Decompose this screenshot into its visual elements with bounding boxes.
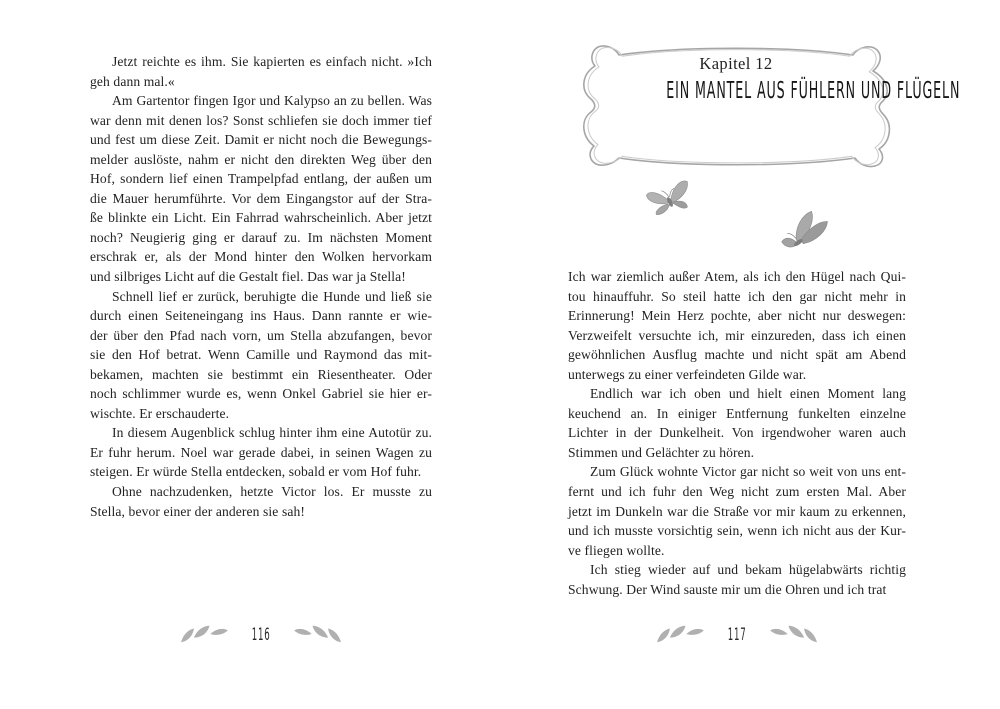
laurel-leaves-icon <box>654 623 706 645</box>
paragraph <box>568 462 906 560</box>
text-line: die Mauer herumführte. Vor dem Eingangstor auf der Stra- <box>90 190 432 206</box>
right-page-footer <box>568 620 906 648</box>
text-line: und silbriges Licht auf die Gestalt fiel. Das war ja Stella! <box>90 269 406 285</box>
text-line: Ohne nachzudenken, hetzte Victor los. Er musste zu <box>112 484 432 500</box>
text-line: und ich musste vorsichtig sein, wenn ich nicht aus der Kur- <box>568 523 906 539</box>
text-line: noch? Neugierig ging er darauf zu. Im nächsten Moment <box>90 229 432 245</box>
text-line: Am Gartentor fingen Igor und Kalypso an zu bellen. Was <box>112 93 432 109</box>
chapter-title <box>546 78 961 104</box>
chapter-number: Kapitel 12 <box>699 54 773 73</box>
text-line: unterwegs zu einer verfeindeten Gilde war. <box>568 366 807 382</box>
text-line: Schwung. Der Wind sauste mir um die Ohren und ich trat <box>568 581 887 597</box>
text-line: melder auslöste, nahm er nicht den direkten Weg über den <box>90 151 432 167</box>
text-line: wischte. Er erschauderte. <box>90 405 230 421</box>
text-line: Stella, bevor einer der anderen sie sah! <box>90 503 305 519</box>
paragraph <box>90 423 432 482</box>
text-line: noch schlimmer wurde es, wenn Onkel Gabriel sie hier er- <box>90 386 432 402</box>
text-line: In diesem Augenblick schlug hinter ihm eine Autotür zu. <box>112 425 432 441</box>
paragraph <box>568 384 906 462</box>
text-line: durch einen Seiteneingang ins Haus. Dann rannte er wie- <box>90 308 432 324</box>
paragraph <box>90 482 432 521</box>
text-line: geh dann mal.« <box>90 73 175 89</box>
left-page-footer <box>90 620 432 648</box>
text-line: Erinnerung! Mein Herz pochte, aber nicht nur deswegen: <box>568 308 906 324</box>
text-line: steigen. Er würde Stella entdecken, sobald er vom Hof fuhr. <box>90 464 422 480</box>
text-line: war denn mit denen los? Sonst schliefen sie doch immer tief <box>90 112 432 128</box>
butterfly-icon <box>641 173 697 224</box>
text-line: Er fuhr herum. Noel war gerade dabei, in seinen Wagen zu <box>90 444 432 460</box>
text-line: Schnell lief er zurück, beruhigte die Hunde und ließ sie <box>112 288 432 304</box>
text-line: tou hinauffuhr. So steil hatte ich den gar nicht mehr in <box>568 288 906 304</box>
paragraph <box>568 267 906 384</box>
text-line: Ich war ziemlich außer Atem, als ich den Hügel nach Qui- <box>568 269 906 284</box>
chapter-banner <box>546 26 961 170</box>
text-line: bekamen, machten sie bestimmt ein Riesentheater. Oder <box>90 366 432 382</box>
right-page-text <box>568 267 906 599</box>
chapter-title-text: EIN MANTEL AUS FÜHLERN UND FLÜGELN <box>666 78 961 104</box>
text-line: Hof, sondern lief einen Trampelpfad entlang, der außen um <box>90 171 432 187</box>
page-number: 117 <box>727 624 747 644</box>
laurel-leaves-icon <box>768 623 820 645</box>
left-page-text <box>90 52 432 521</box>
text-line: Zum Glück wohnte Victor gar nicht so weit von uns ent- <box>590 464 906 480</box>
text-line: erschrak er, als der Mond hinter den Wolken hervorkam <box>90 249 432 265</box>
text-line: ve fliegen wollte. <box>568 542 665 558</box>
paragraph <box>90 52 432 91</box>
text-line: Ich stieg wieder auf und bekam hügelabwärts richtig <box>590 562 906 578</box>
text-line: gewöhnlichen Ausflug machte und nicht spät am Abend <box>568 347 906 363</box>
text-line: Stimmen und Gelächter zu hören. <box>568 444 755 460</box>
paragraph <box>568 560 906 599</box>
text-line: Lichter in der Dunkelheit. Von irgendwoher waren auch <box>568 425 906 441</box>
laurel-leaves-icon <box>292 623 344 645</box>
text-line: und fest um diese Zeit. Damit er nicht noch die Bewegungs- <box>90 132 432 148</box>
page-number: 116 <box>251 624 271 644</box>
butterfly-icon <box>776 201 834 259</box>
text-line: der über den Pfad nach vorn, um Stella abzufangen, bevor <box>90 327 432 343</box>
text-line: keuchend an. In einiger Entfernung funkelten einzelne <box>568 405 906 421</box>
text-line: fernt und ich fuhr den Weg nicht zum ersten Mal. Aber <box>568 484 906 500</box>
paragraph <box>90 287 432 424</box>
text-line: ße blinkte ein Licht. Ein Fahrrad wahrscheinlich. Aber jetzt <box>90 210 432 226</box>
text-line: sie den Hof betrat. Wenn Camille und Raymond das mit- <box>90 347 432 363</box>
text-line: jetzt im Dunkeln war die Straße vor mir kaum zu erkennen, <box>568 503 906 519</box>
laurel-leaves-icon <box>178 623 230 645</box>
text-line: Endlich war ich oben und hielt einen Moment lang <box>590 386 906 402</box>
paragraph <box>90 91 432 286</box>
text-line: Jetzt reichte es ihm. Sie kapierten es einfach nicht. »Ich <box>112 54 432 69</box>
text-line: Verzweifelt versuchte ich, mir einzureden, dass ich einen <box>568 327 906 343</box>
